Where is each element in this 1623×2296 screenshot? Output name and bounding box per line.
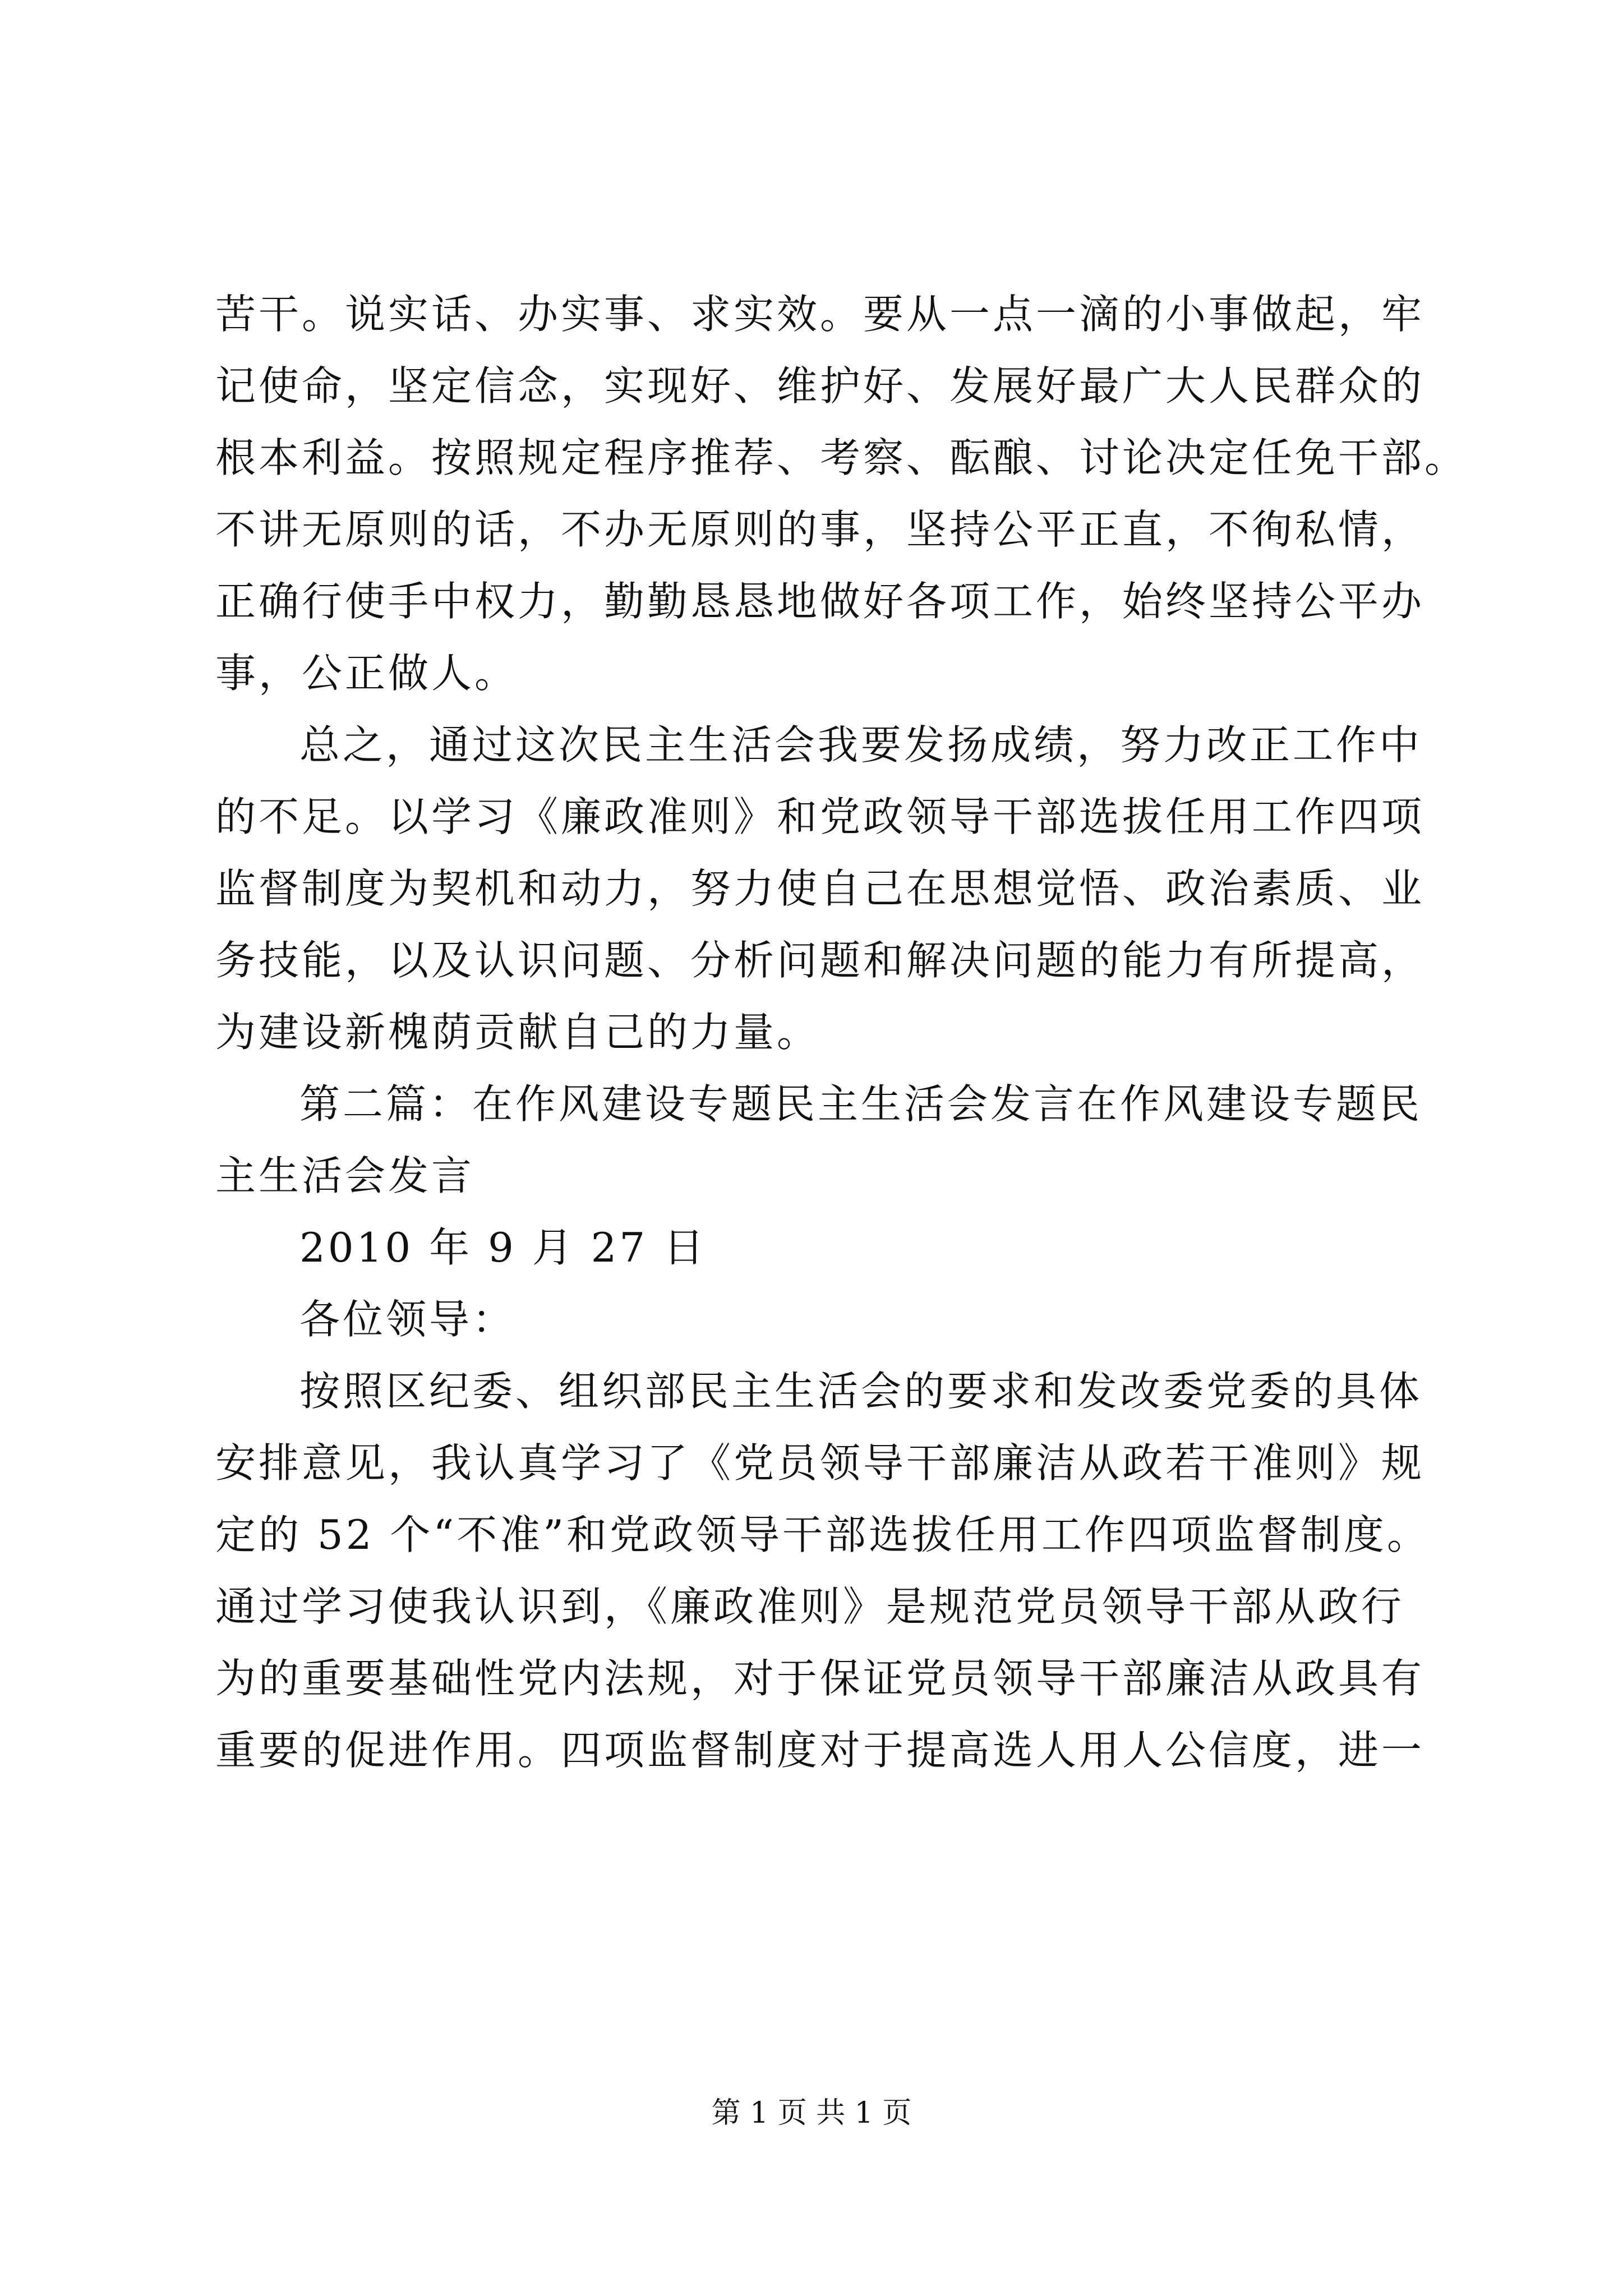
text-line: 定的 52 个“不准”和党政领导干部选拔任用工作四项监督制度。 bbox=[215, 1511, 1431, 1558]
text-line: 重要的促进作用。四项监督制度对于提高选人用人公信度，进一 bbox=[215, 1727, 1425, 1774]
salutation: 各位领导： bbox=[299, 1296, 516, 1343]
text-line: 不讲无原则的话，不办无原则的事，坚持公平正直，不徇私情， bbox=[215, 506, 1425, 553]
text-line: 监督制度为契机和动力，努力使自己在思想觉悟、政治素质、业 bbox=[215, 865, 1425, 912]
text-line: 正确行使手中权力，勤勤恳恳地做好各项工作，始终坚持公平办 bbox=[215, 578, 1425, 625]
text-line: 为的重要基础性党内法规，对于保证党员领导干部廉洁从政具有 bbox=[215, 1655, 1425, 1702]
text-line: 事，公正做人。 bbox=[215, 650, 518, 697]
text-line: 安排意见，我认真学习了《党员领导干部廉洁从政若干准则》规 bbox=[215, 1439, 1425, 1487]
section-heading: 主生活会发言 bbox=[215, 1152, 475, 1199]
text-line: 记使命，坚定信念，实现好、维护好、发展好最广大人民群众的 bbox=[215, 362, 1425, 409]
text-line: 总之，通过这次民主生活会我要发扬成绩，努力改正工作中 bbox=[299, 721, 1423, 769]
text-line: 按照区纪委、组织部民主生活会的要求和发改委党委的具体 bbox=[299, 1368, 1423, 1415]
text-line: 通过学习使我认识到，《廉政准则》是规范党员领导干部从政行 bbox=[215, 1583, 1405, 1630]
text-line: 根本利益。按照规定程序推荐、考察、酝酿、讨论决定任免干部。 bbox=[215, 434, 1468, 481]
page-number-footer: 第 1 页 共 1 页 bbox=[711, 2096, 912, 2130]
section-heading: 第二篇：在作风建设专题民主生活会发言在作风建设专题民 bbox=[299, 1080, 1423, 1128]
date-line: 2010 年 9 月 27 日 bbox=[299, 1224, 707, 1271]
document-body bbox=[215, 278, 1468, 1786]
text-line: 为建设新槐荫贡献自己的力量。 bbox=[215, 1009, 820, 1056]
text-line: 务技能，以及认识问题、分析问题和解决问题的能力有所提高， bbox=[215, 937, 1425, 984]
text-line: 的不足。以学习《廉政准则》和党政领导干部选拔任用工作四项 bbox=[215, 793, 1425, 840]
text-line: 苦干。说实话、办实事、求实效。要从一点一滴的小事做起，牢 bbox=[215, 291, 1425, 338]
